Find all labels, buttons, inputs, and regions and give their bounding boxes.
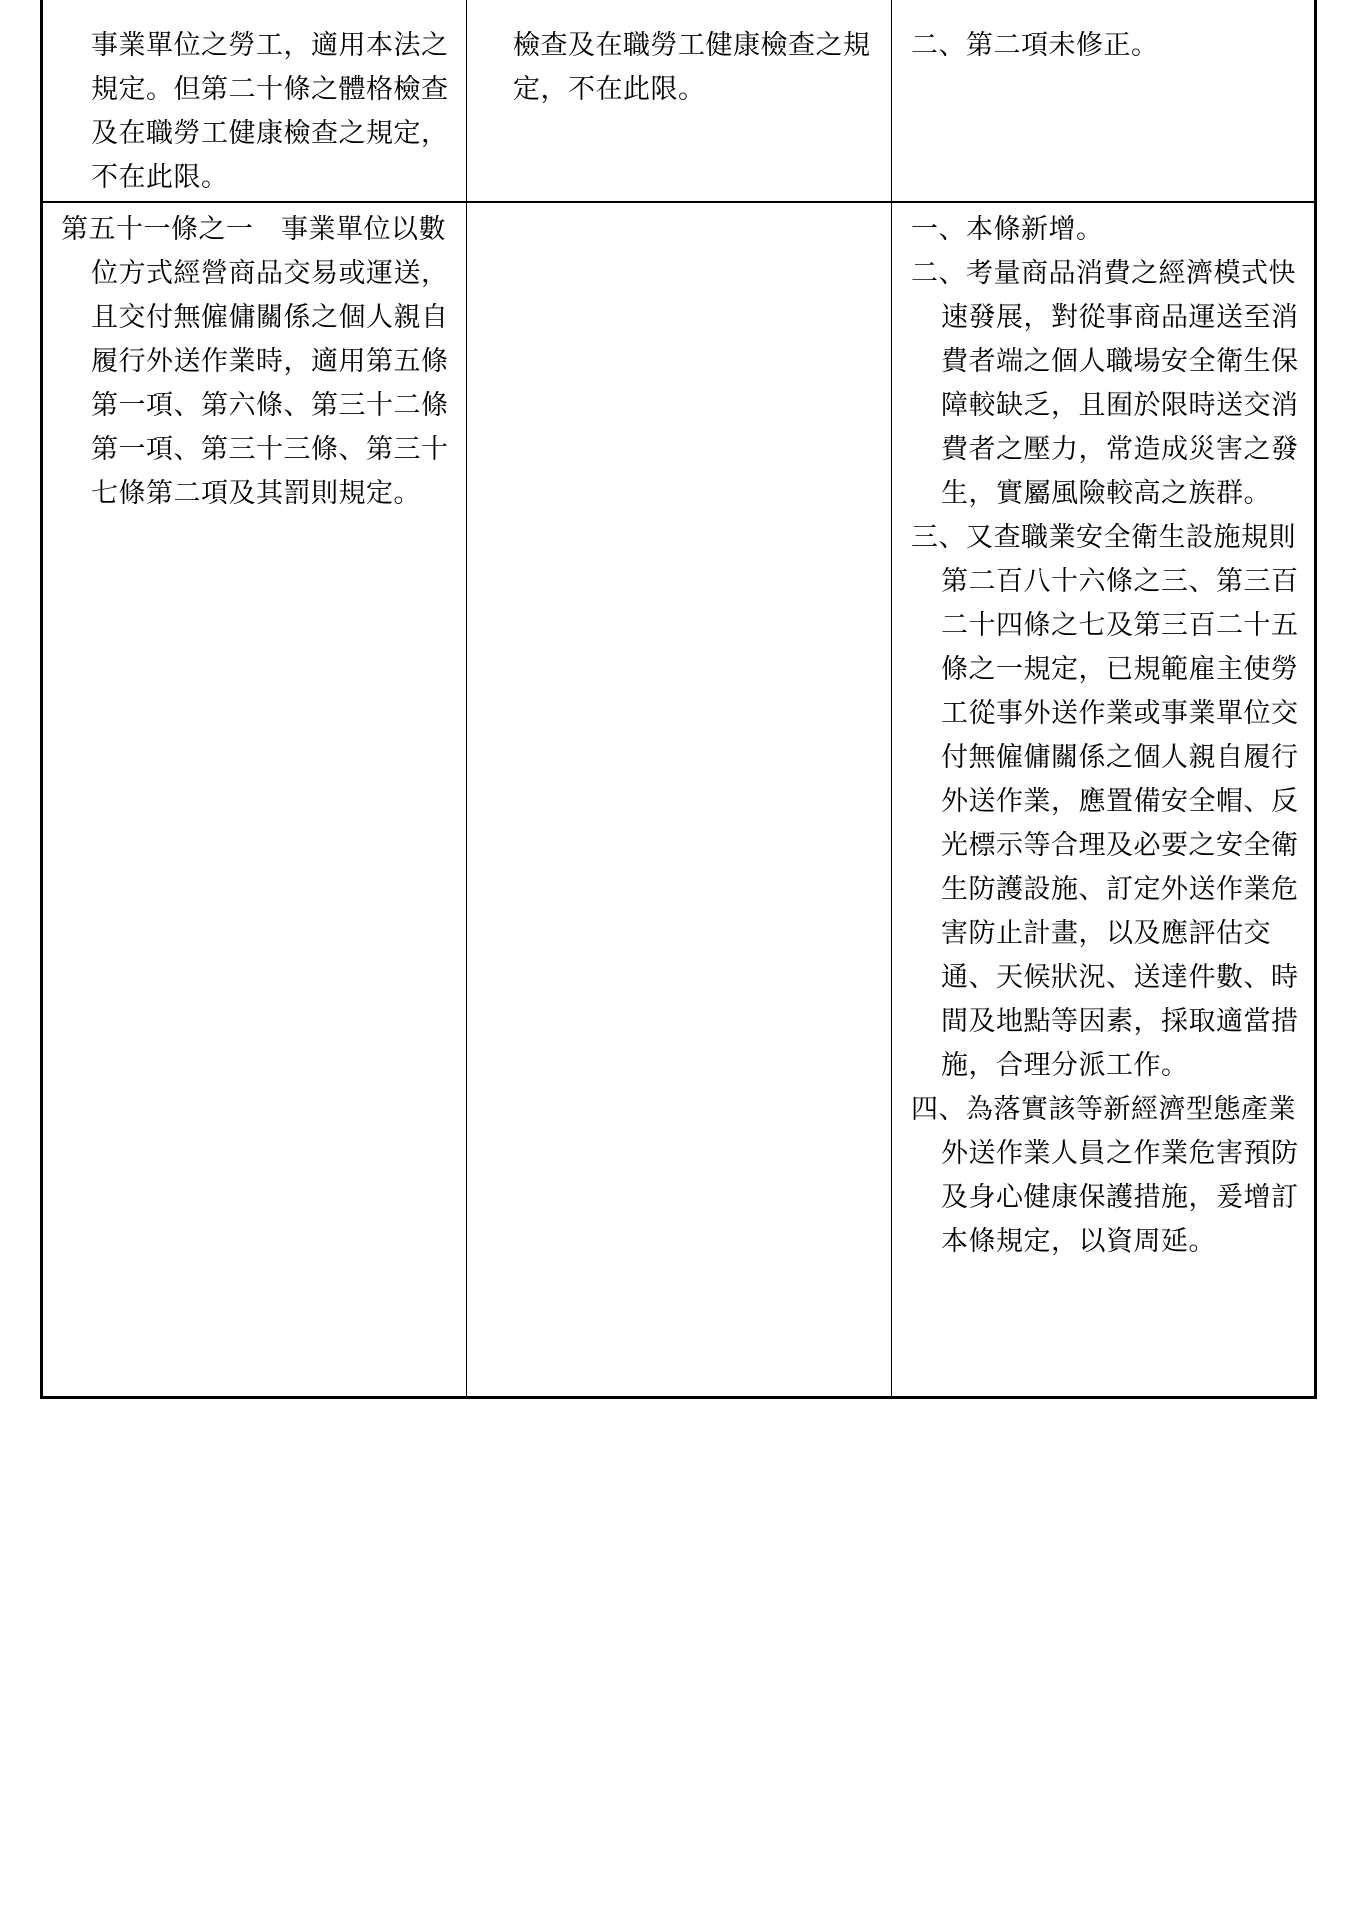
row1-col2-cell: [513, 24, 883, 112]
row1-col3-cell: [911, 24, 1311, 68]
comparison-table: [40, 0, 1317, 1399]
explanation-item-3: 三、又查職業安全衛生設施規則第二百八十六條之三、第三百二十四條之七及第三百二十五條之一規定，已規範雇主使勞工從事外送作業或事業單位交付無僱傭關係之個人親自履行外送作業，應置備安全帽、反光標示等合理及必要之安全衛生防護設施、訂定外送作業危害防止計畫，以及應評估交通、天候狀況、送達件數、時間及地點等因素，採取適當措施，合理分派工作。: [911, 522, 1299, 1081]
row1-col3-text: 二、第二項未修正。: [911, 30, 1159, 61]
explanation-item-2: 二、考量商品消費之經濟模式快速發展，對從事商品運送至消費者端之個人職場安全衛生保障較缺乏，且囿於限時送交消費者之壓力，常造成災害之發生，實屬風險較高之族群。: [911, 258, 1299, 509]
row2-col1-cell: [61, 208, 461, 516]
explanation-item-1: 一、本條新增。: [911, 214, 1104, 245]
column-divider-1: [466, 0, 467, 1396]
row1-col2-text: 檢查及在職勞工健康檢查之規定，不在此限。: [513, 30, 871, 105]
row-divider: [43, 201, 1314, 203]
explanation-item-4: 四、為落實該等新經濟型態產業外送作業人員之作業危害預防及身心健康保護措施，爰增訂本條規定，以資周延。: [911, 1094, 1299, 1257]
row2-col3-cell: [911, 208, 1311, 1264]
row1-col1-text: 事業單位之勞工，適用本法之規定。但第二十條之體格檢查及在職勞工健康檢查之規定，不在此限。: [91, 30, 449, 193]
column-divider-2: [891, 0, 892, 1396]
row1-col1-cell: [61, 24, 461, 200]
article-51-1-text: 第五十一條之一 事業單位以數位方式經營商品交易或運送，且交付無僱傭關係之個人親自履行外送作業時，適用第五條第一項、第六條、第三十二條第一項、第三十三條、第三十七條第二項及其罰則規定。: [61, 214, 449, 509]
